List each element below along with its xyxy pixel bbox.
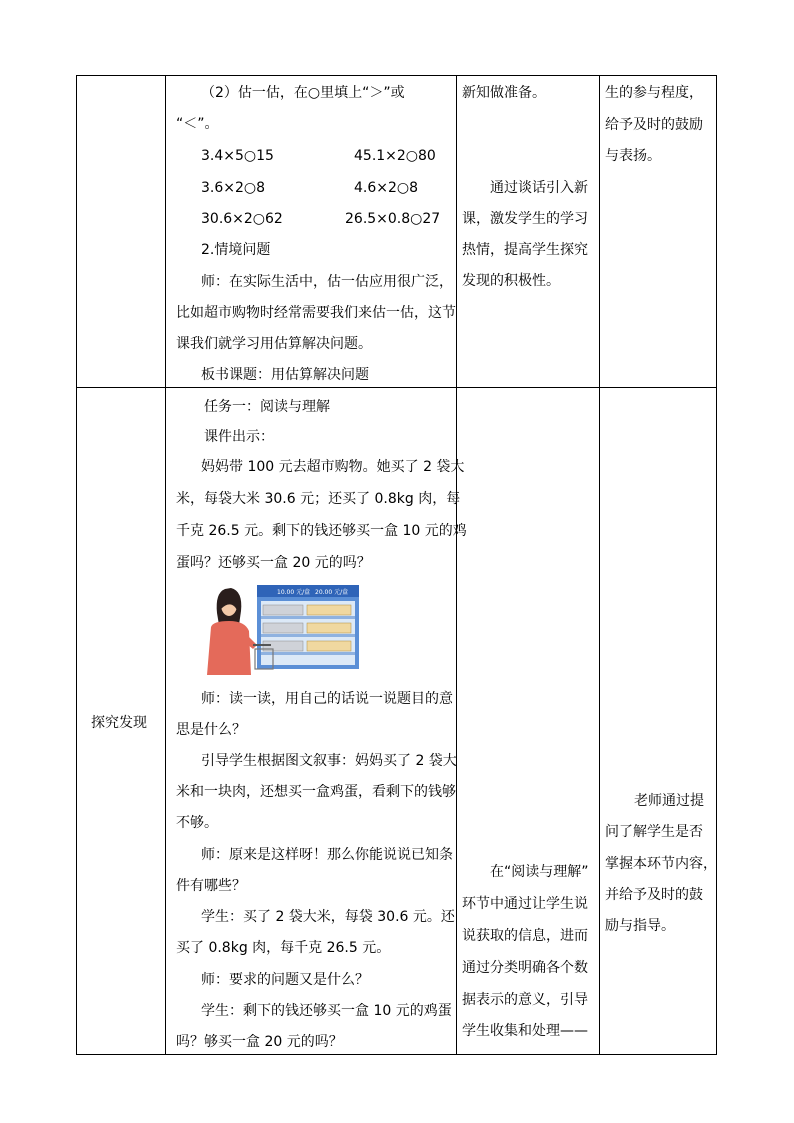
dialogue-line: 师：读一读，用自己的话说一说题目的意 xyxy=(201,691,453,707)
dialogue-line: 师：要求的问题又是什么？ xyxy=(201,972,369,988)
intent-line: 环节中通过让学生说 xyxy=(462,896,588,912)
table-top-border xyxy=(76,75,717,76)
exercise-item: 4.6×2○8 xyxy=(354,180,419,196)
problem-line: 妈妈带 100 元去超市购物。她买了 2 袋大 xyxy=(201,459,465,475)
dialogue-line: 引导学生根据图文叙事：妈妈买了 2 袋大 xyxy=(201,753,457,769)
estimate-instruction: （2）估一估，在○里填上“＞”或 xyxy=(201,85,405,101)
problem-line: 千克 26.5 元。剩下的钱还够买一盒 10 元的鸡 xyxy=(176,523,467,539)
dialogue-line: 学生：剩下的钱还够买一盒 10 元的鸡蛋 xyxy=(201,1003,452,1019)
row-divider xyxy=(76,387,717,388)
egg-carton xyxy=(307,605,351,615)
egg-carton xyxy=(263,605,303,615)
intent-line: 说获取的信息，进而 xyxy=(462,928,588,944)
evaluation-line: 与表扬。 xyxy=(605,148,661,164)
dialogue-line: 件有哪些？ xyxy=(176,878,246,894)
dialogue-line: 吗？够买一盒 20 元的吗？ xyxy=(176,1034,343,1050)
paragraph-line: 师：在实际生活中，估一估应用很广泛， xyxy=(201,274,453,290)
egg-carton xyxy=(307,641,351,651)
intent-line: 新知做准备。 xyxy=(462,85,546,101)
evaluation-line: 励与指导。 xyxy=(605,918,675,934)
egg-carton xyxy=(307,623,351,633)
evaluation-line: 掌握本环节内容， xyxy=(605,856,717,872)
intent-line: 通过谈话引入新 xyxy=(490,180,588,196)
exercise-item: 26.5×0.8○27 xyxy=(345,211,441,227)
dialogue-line: 学生：买了 2 袋大米，每袋 30.6 元。还 xyxy=(201,909,455,925)
col-border-1 xyxy=(165,75,166,1055)
supermarket-illustration xyxy=(205,583,361,675)
evaluation-line: 生的参与程度， xyxy=(605,85,703,101)
woman-shirt xyxy=(207,621,251,675)
dialogue-line: 米和一块肉，还想买一盒鸡蛋，看剩下的钱够 xyxy=(176,784,456,800)
problem-line: 米，每袋大米 30.6 元；还买了 0.8kg 肉，每 xyxy=(176,491,461,507)
dialogue-line: 不够。 xyxy=(176,815,218,831)
courseware-label: 课件出示： xyxy=(204,429,274,445)
section-heading: 2.情境问题 xyxy=(201,242,271,258)
col-border-right xyxy=(716,75,717,1055)
col-border-2 xyxy=(456,75,457,1055)
problem-line: 蛋吗？还够买一盒 20 元的吗？ xyxy=(176,555,371,571)
intent-line: 据表示的意义，引导 xyxy=(462,992,588,1008)
intent-line: 在“阅读与理解” xyxy=(490,864,589,880)
dialogue-line: 思是什么？ xyxy=(176,722,246,738)
paragraph-line: 比如超市购物时经常需要我们来估一估，这节 xyxy=(176,305,456,321)
col-border-3 xyxy=(599,75,600,1055)
dialogue-line: 买了 0.8kg 肉，每千克 26.5 元。 xyxy=(176,940,391,956)
exercise-item: 45.1×2○80 xyxy=(354,148,436,164)
intent-line: 课，激发学生的学习 xyxy=(462,211,588,227)
shelf-board xyxy=(261,616,355,619)
intent-line: 发现的积极性。 xyxy=(462,273,560,289)
price-label: 10.00 元/盒 xyxy=(277,589,311,596)
stage-label: 探究发现 xyxy=(91,715,147,731)
evaluation-line: 给予及时的鼓励 xyxy=(605,117,703,133)
estimate-instruction-cont: “＜”。 xyxy=(176,116,219,132)
egg-carton xyxy=(263,623,303,633)
price-label: 20.00 元/盒 xyxy=(315,589,349,596)
task-heading: 任务一：阅读与理解 xyxy=(204,399,330,415)
shelf-board xyxy=(261,652,355,655)
intent-line: 热情，提高学生探究 xyxy=(462,242,588,258)
shelf-board xyxy=(261,634,355,637)
paragraph-line: 课我们就学习用估算解决问题。 xyxy=(176,336,372,352)
board-title: 板书课题：用估算解决问题 xyxy=(201,367,369,383)
exercise-item: 30.6×2○62 xyxy=(201,211,283,227)
exercise-item: 3.6×2○8 xyxy=(201,180,266,196)
evaluation-line: 老师通过提 xyxy=(634,793,704,809)
intent-line: 通过分类明确各个数 xyxy=(462,960,588,976)
col-border-left xyxy=(76,75,77,1055)
dialogue-line: 师：原来是这样呀！那么你能说说已知条 xyxy=(201,847,453,863)
evaluation-line: 并给予及时的鼓 xyxy=(605,887,703,903)
intent-line: 学生收集和处理—— xyxy=(462,1023,588,1039)
table-bottom-border xyxy=(76,1054,717,1055)
evaluation-line: 问了解学生是否 xyxy=(605,824,703,840)
exercise-item: 3.4×5○15 xyxy=(201,148,274,164)
